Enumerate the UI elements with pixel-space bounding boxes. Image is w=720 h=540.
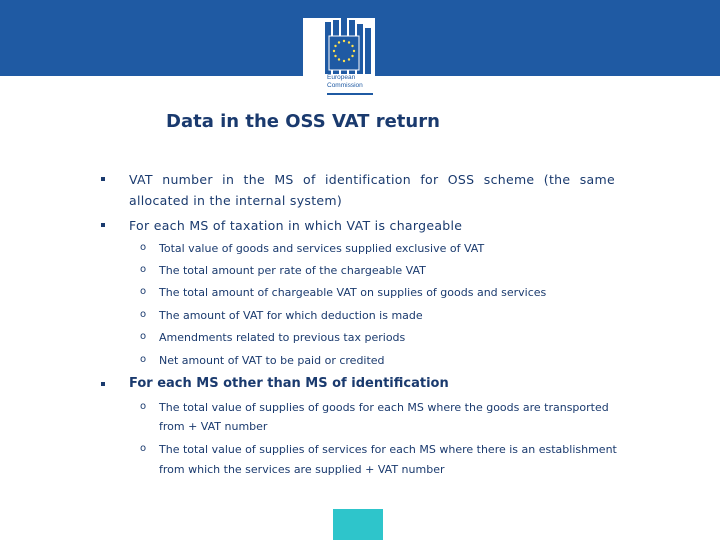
logo-text-line1: European — [327, 74, 356, 81]
sub-item-line1: The total value of supplies of services for each MS where there is an establishment — [159, 443, 617, 456]
sub-item-line2: from which the services are supplied + VAT number — [159, 463, 445, 476]
bullet-marker — [101, 382, 105, 386]
sub-item: Amendments related to previous tax periods — [159, 331, 406, 344]
sub-marker: o — [140, 331, 147, 342]
bullet-1-line1: VAT number in the MS of identification for OSS scheme (the same — [129, 172, 615, 187]
sub-marker: o — [140, 286, 147, 297]
sub-item-line2: from + VAT number — [159, 420, 268, 433]
sub-marker: o — [140, 401, 147, 412]
page-title: Data in the OSS VAT return — [166, 111, 440, 132]
sub-item: The total amount per rate of the chargeable VAT — [159, 264, 426, 277]
sub-item: The total amount of chargeable VAT on supplies of goods and services — [159, 286, 547, 299]
bullet-1-line2: allocated in the internal system) — [129, 193, 343, 208]
sub-marker: o — [140, 354, 147, 365]
sub-item-line1: The total value of supplies of goods for each MS where the goods are transported — [159, 401, 609, 414]
sub-item: Total value of goods and services supplied exclusive of VAT — [159, 242, 485, 255]
sub-marker: o — [140, 264, 147, 275]
footer-accent-block — [333, 509, 383, 540]
logo-text-line2: Commission — [327, 81, 363, 89]
logo-text — [327, 74, 363, 89]
sub-item: The amount of VAT for which deduction is made — [159, 309, 423, 322]
bullet-2-text: For each MS of taxation in which VAT is chargeable — [129, 218, 463, 233]
commission-building-icon — [303, 18, 375, 74]
logo-underline — [327, 93, 373, 95]
bullet-marker — [101, 177, 105, 181]
bullet-3-text: For each MS other than MS of identification — [129, 376, 449, 391]
sub-item: Net amount of VAT to be paid or credited — [159, 354, 385, 367]
sub-marker: o — [140, 309, 147, 320]
bullet-marker — [101, 223, 105, 227]
sub-marker: o — [140, 443, 147, 454]
european-commission-logo — [303, 18, 375, 98]
sub-marker: o — [140, 242, 147, 253]
